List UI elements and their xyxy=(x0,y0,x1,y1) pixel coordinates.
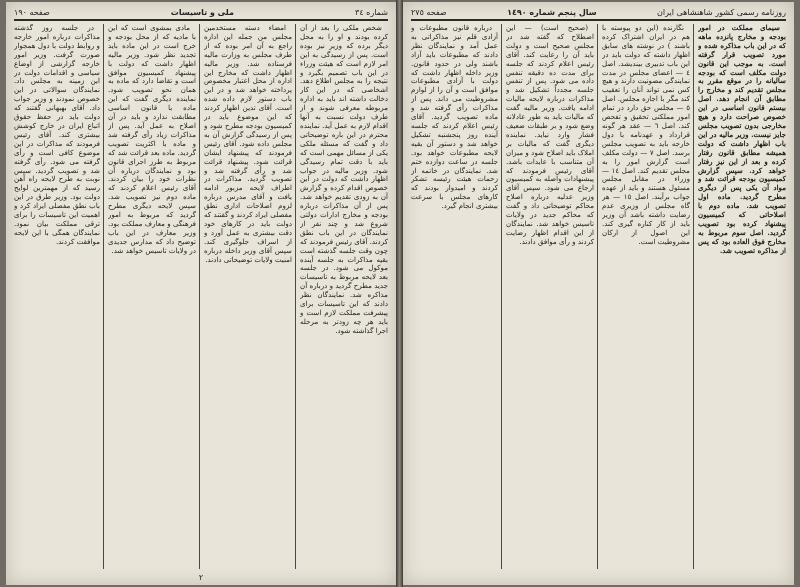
text-column xyxy=(204,24,292,569)
text-column xyxy=(108,24,196,569)
right-page xyxy=(403,2,794,585)
column-text: درباره قانون مطبوعات و آزادی قلم نیز مذاکراتی به عمل آمد و نمایندگان نظر دادند که مطبوعات باید آزاد باشند ولی در حدود قانون. وزیر داخله اظهار داشت که دولت با آزادی مطبوعات موافق است و آن را از لوازم مشروطیت می داند. پس از مذاکرات رأی گرفته شد و ماده تصویب گردید. آقای رئیس اعلام کردند که جلسه آینده روز پنجشنبه تشکیل خواهد شد و دستور آن بقیه لایحه مطبوعات خواهد بود. جلسه در ساعت دوازده ختم شد. نمایندگان در خاتمه از زحمات هیئت رئیسه تشکر کردند و امیدوار بودند که کارهای مجلس با سرعت بیشتری انجام گیرد. xyxy=(411,24,498,211)
binding-gutter xyxy=(396,0,403,587)
text-column xyxy=(300,24,388,569)
column-divider xyxy=(597,24,598,569)
column-text: نگارنده (این دو پیوسته با هم در ایران اشتراک کرده باشند ) در نوشته های سابق اظهار داشته که دولت باید در این باب تدبیری بیندیشد. اصل ٤ — اعضای مجلس در مدت نمایندگی مصونیت دارند و هیچ کس نمی تواند آنان را تعقیب کند مگر با اجازه مجلس. اصل ٥ — مجلس حق دارد در تمام امور مملکتی تحقیق و تفحص کند. اصل ٦ — عقد هر گونه قرارداد و عهدنامه با دول خارجه باید به تصویب مجلس برسد. اصل ٧ — دولت مکلف است گزارش امور را به مجلس تقدیم کند. اصل ١٤ — وزراء در مقابل مجلس مسئول هستند و باید از عهده جواب برآیند. اصل ١٥ — هر گاه مجلس از وزیری عدم رضایت داشته باشد آن وزیر باید از کار کناره گیری کند. این اصول از ارکان مشروطیت است. xyxy=(602,24,690,246)
right-page-header xyxy=(411,6,786,18)
column-text: (صحیح است) — این اصطلاح که گفته شد در مجلس صحیح است و دولت باید آن را رعایت کند. آقای رئیس اعلام کردند که جلسه برای مدت ده دقیقه تنفس داده می شود. پس از تنفس جلسه مجدداً تشکیل شد و مذاکرات درباره لایحه مالیات ادامه یافت. وزیر مالیه گفت که مالیات باید به طور عادلانه وضع شود و بر طبقات ضعیف فشار وارد نیاید. نماینده دیگری گفت که مالیات بر املاک باید اصلاح شود و میزان آن متناسب با عایدات باشد. آقای رئیس فرمودند که پیشنهادات واصله به کمیسیون ارجاع می شود. سپس آقای وزیر عدلیه درباره اصلاح محاکم توضیحاتی داد و گفت که محاکم جدید در ولایات تاسیس خواهد شد. نمایندگان از این اقدام اظهار رضایت کردند و رأی موافق دادند. xyxy=(506,24,594,246)
right-header-left: صفحه ٢٧٥ xyxy=(411,7,447,17)
right-columns xyxy=(411,24,786,569)
column-divider xyxy=(693,24,694,569)
right-header-right: روزنامه رسمی کشور شاهنشاهی ایران xyxy=(657,7,786,17)
left-header-center: ملی و تاسیسات xyxy=(170,7,234,17)
left-page xyxy=(6,2,396,585)
page-number: ٢ xyxy=(198,573,204,582)
text-column xyxy=(506,24,594,569)
column-text: در جلسه روز گذشته مذاکرات درباره امور خارجه و روابط دولت با دول همجوار صورت گرفت. وزیر امور خارجه گزارشی از اوضاع سیاسی و اقدامات دولت در این زمینه به مجلس داد. نمایندگان سوالاتی در این خصوص نمودند و وزیر جواب داد. آقای بهبهانی گفتند که دولت باید در حفظ حقوق اتباع ایران در خارج کوشش بیشتری کند. آقای رئیس فرمودند که مذاکرات در این موضوع کافی است و رأی گرفته می شود. رأی گرفته شد و تصویب گردید. سپس نوبت به طرح لایحه راه آهن رسید که از مهمترین لوایح دولت بود. وزیر طرق در این باب نطق مفصلی ایراد کرد و اهمیت این تاسیسات را برای ترقی مملکت بیان نمود. نمایندگان همگی با این لایحه موافقت کردند. xyxy=(14,24,100,246)
header-rule xyxy=(14,19,388,21)
column-text: امضاء دسته مستخدمین مجلس من جمله این اداره راجع به آن امر بوده که از طرف مجلس به وزارت مالیه فرستاده شد. وزیر مالیه اظهار داشت که مخارج این اداره از محل اعتبار مخصوص پرداخته خواهد شد و در این باب دستور لازم داده شده است. آقای تدین اظهار کردند که این موضوع باید در کمیسیون بودجه مطرح شود و پس از رسیدگی گزارش آن به مجلس داده شود. آقای رئیس فرمودند که پیشنهاد ایشان قرائت شود. پیشنهاد قرائت شد و رأی گرفته شد و تصویب گردید. مذاکرات در اطراف لایحه مزبور ادامه یافت و آقای مدرس درباره لزوم اصلاحات اداری نطق مفصلی ایراد کردند و گفتند که دولت باید در کارهای خود دقت بیشتری به عمل آورد و از اسراف جلوگیری کند. سپس آقای وزیر داخله درباره امنیت ولایات توضیحاتی دادند. xyxy=(204,24,292,264)
column-text: سیمای مملکت در امور بودجه و مخارج پانزده ماهه که در این باب مذاکره شده و مورد تصویب قرار گرفته است. به موجب این قانون دولت مکلف است که بودجه سالیانه را در موقع مقرر به مجلس تقدیم کند و مخارج را مطابق آن انجام دهد. اصل بیستم قانون اساسی در این خصوص صراحت دارد و هیچ مخارجی بدون تصویب مجلس جایز نیست. وزیر مالیه در این باب اظهار داشت که دولت همیشه مطابق قانون رفتار کرده و بعد از این نیز رفتار خواهد کرد. سپس گزارش کمیسیون بودجه قرائت شد و مواد آن یکی پس از دیگری مطرح گردید. ماده اول تصویب شد. ماده دوم با اصلاحاتی که کمیسیون پیشنهاد کرده بود تصویب گردید. اصل سوم مربوط به مخارج فوق العاده بود که پس از مذاکره تصویب شد. xyxy=(698,24,786,255)
column-divider xyxy=(103,24,104,569)
left-page-header xyxy=(14,6,388,18)
column-text: مادی بمشوی است که این با مادیه که از محل بودجه و خرج است در این ماده باید تجدید نظر شود. وزیر مالیه اظهار داشت که دولت با پیشنهاد کمیسیون موافق است و تقاضا دارد که ماده به همان نحو تصویب شود. نماینده دیگری گفت که این ماده با قانون اساسی مطابقت ندارد و باید در آن اصلاح به عمل آید. پس از مذاکرات زیاد رأی گرفته شد و ماده با اکثریت تصویب گردید. ماده بعد قرائت شد که مربوط به طرز اجرای قانون بود و نمایندگان درباره آن نظرات خود را بیان کردند. آقای رئیس اعلام کردند که ماده دوم نیز تصویب شد. سپس لایحه دیگری مطرح گردید که مربوط به امور فرهنگی و معارف مملکت بود. وزیر معارف در این باب توضیح داد که مدارس جدیدی در ولایات تاسیس خواهد شد. xyxy=(108,24,196,255)
header-rule xyxy=(411,19,786,21)
column-divider xyxy=(295,24,296,569)
column-divider xyxy=(501,24,502,569)
column-divider xyxy=(199,24,200,569)
text-column xyxy=(411,24,498,569)
left-columns xyxy=(14,24,388,569)
text-column xyxy=(698,24,786,569)
left-header-left: صفحه ١٩٠ xyxy=(14,7,50,17)
column-text: شخص ملکی را بعد از آن کرده بودند و او را به محل دیگر برده که وزیر نیز بوده است. پس از رسیدگی به این امر لازم است که هیئت وزراء در این باب تصمیم بگیرد و نتیجه را به مجلس اطلاع دهد. اشخاصی که در این کار دخالت داشته اند باید به اداره مربوطه معرفی شوند و از طرف دولت نسبت به آنها اقدام لازم به عمل آید. نماینده محترم در این باره توضیحاتی داد و گفت که مسئله ملکی یکی از مسائل مهمی است که باید با دقت تمام رسیدگی شود. وزیر مالیه در جواب اظهار داشت که دولت در این خصوص اقدام کرده و گزارش آن به زودی تقدیم خواهد شد. پس از آن مذاکرات درباره بودجه و مخارج ادارات دولتی شروع شد و چند نفر از نمایندگان در این باب نطق کردند. آقای رئیس فرمودند که چون وقت جلسه گذشته است بقیه مذاکرات به جلسه آینده موکول می شود. در جلسه بعد لایحه مربوط به تاسیسات جدید مطرح گردید و درباره آن مذاکره شد. نمایندگان نظر دادند که این تاسیسات برای پیشرفت مملکت لازم است و باید هر چه زودتر به مرحله اجرا گذاشته شود. xyxy=(300,24,388,335)
text-column xyxy=(602,24,690,569)
right-header-center: سال پنجم شماره ١٤٩٠ xyxy=(507,7,597,17)
left-header-right: شماره ٣٤ xyxy=(355,7,388,17)
text-column xyxy=(14,24,100,569)
